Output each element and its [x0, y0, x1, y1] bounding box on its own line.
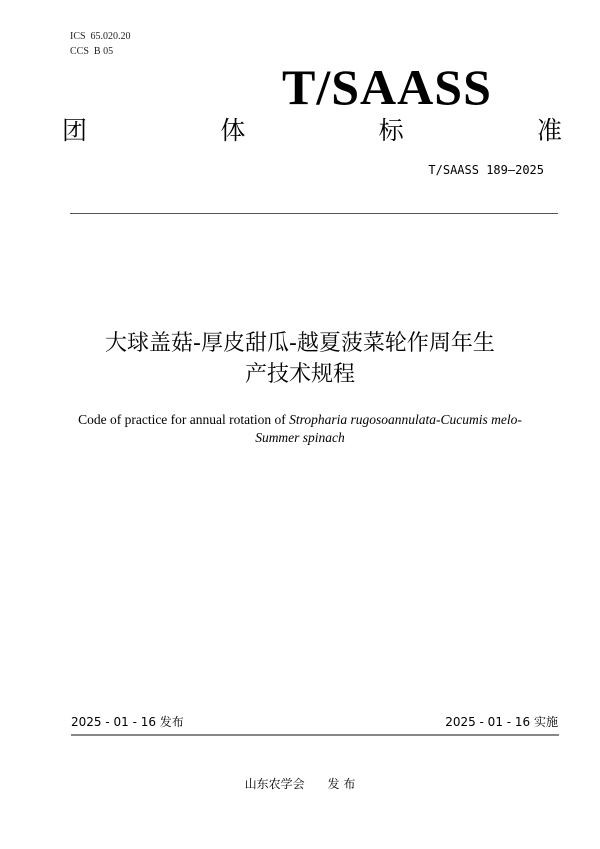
standard-type-char: 准: [536, 116, 562, 145]
english-title-prefix: Code of practice for annual rotation of: [78, 412, 290, 427]
ics-code: ICS 65.020.20: [70, 31, 131, 42]
publish-date: 2025 - 01 - 16 发布: [71, 715, 184, 729]
english-title-species: Stropharia rugosoannulata-Cucumis melo-Summer spinach: [255, 412, 522, 445]
standard-type-heading: [62, 114, 562, 148]
classification-codes: [70, 29, 131, 59]
standard-type-char: 团: [62, 116, 88, 145]
publisher: 山东农学会 发 布: [244, 777, 356, 791]
ccs-code: CCS B 05: [70, 46, 114, 57]
header-divider: [70, 213, 558, 214]
standard-type-char: 体: [220, 116, 246, 145]
standard-type-char: 标: [378, 116, 404, 145]
chinese-title-line1: 大球盖菇-厚皮甜瓜-越夏菠菜轮作周年生: [105, 331, 495, 356]
chinese-title: [40, 328, 560, 390]
footer-divider: [71, 734, 559, 736]
implement-date: 2025 - 01 - 16 实施: [445, 715, 558, 729]
standard-number: T/SAASS 189—2025: [428, 163, 544, 177]
standard-logo: T/SAASS: [282, 59, 492, 115]
english-title: [60, 411, 540, 447]
chinese-title-line2: 产技术规程: [244, 362, 355, 387]
